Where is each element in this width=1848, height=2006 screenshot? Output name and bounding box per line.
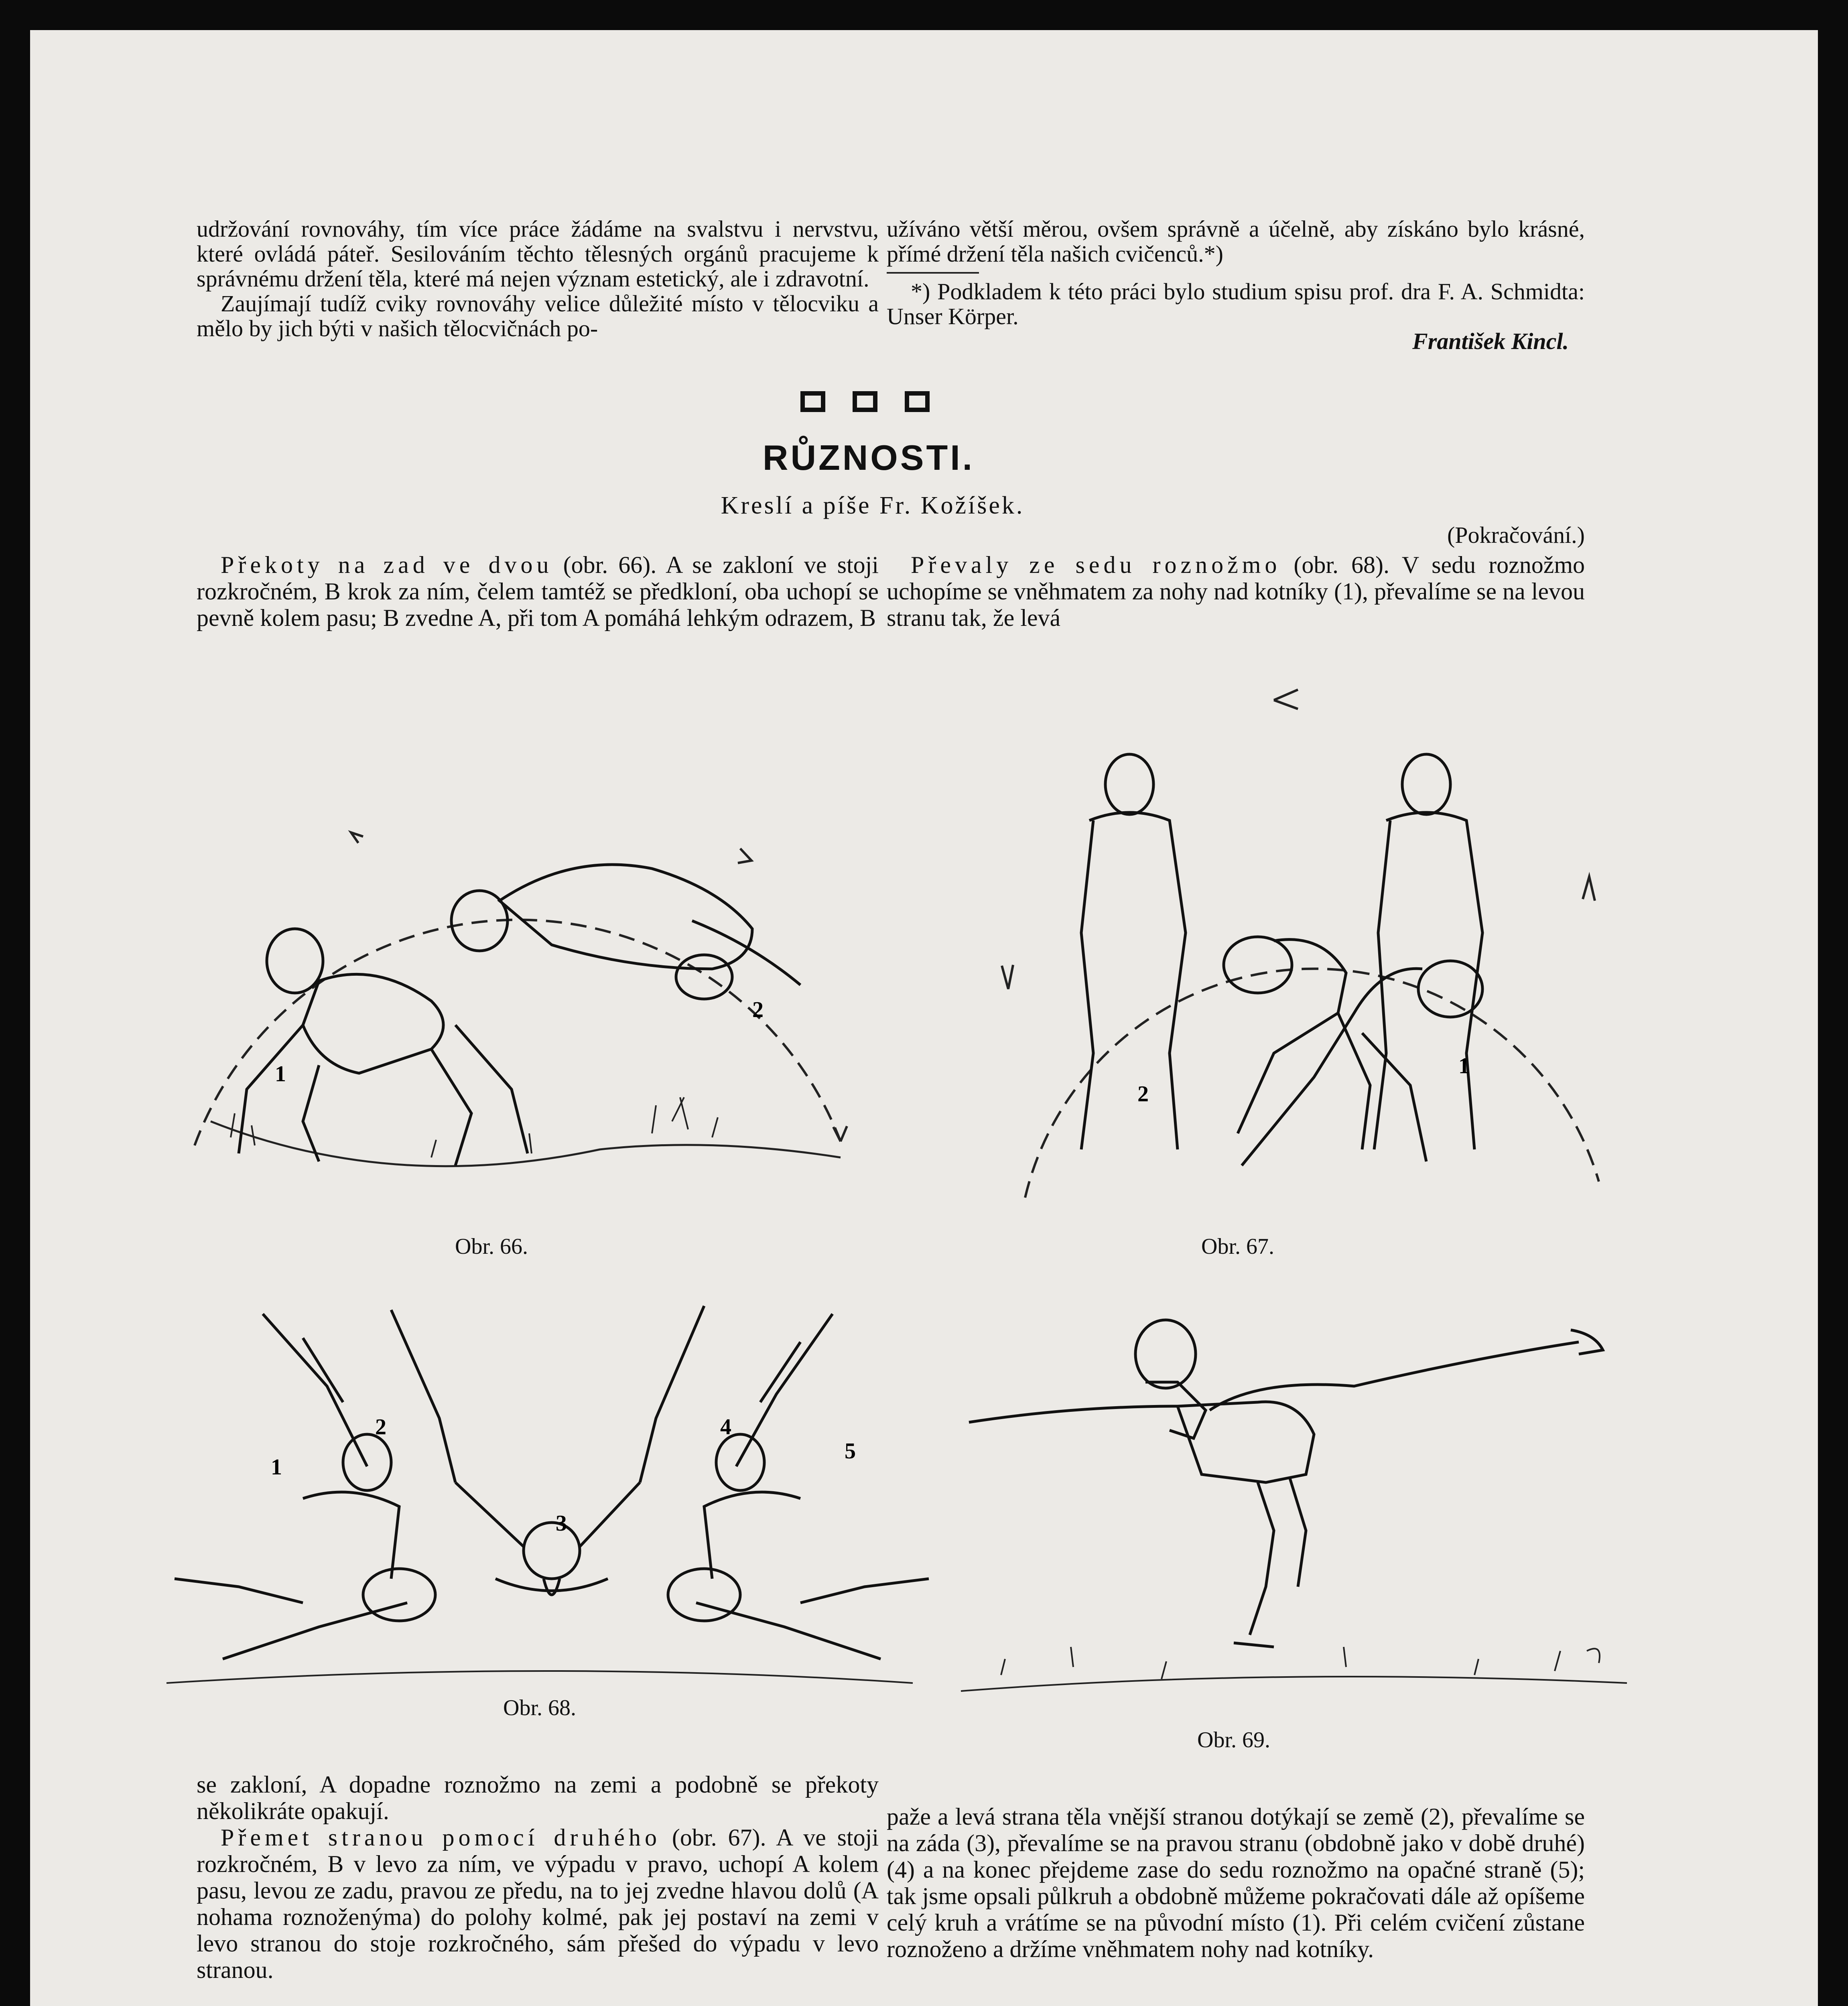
fig68-label-4: 4 xyxy=(720,1415,731,1440)
fig68-label-2: 2 xyxy=(375,1415,386,1440)
figure-68-caption: Obr. 68. xyxy=(503,1695,576,1720)
bottom-left-text: (obr. 67). A ve stoji rozkročném, B v levo za ním, ve výpadu v pravo, uchopí A kolem pasu, levou ze zadu, pravou ze předu, na to jej zvedne hlavou dolů (A nohama roznoženýma) do polohy kolmé, pak jej postaví na zemi v levo stranou do stoje rozkročného, sám přešed do výpadu v levo stranou. xyxy=(197,1824,879,1983)
footnote: *) Podkladem k této práci bylo studium spisu prof. dra F. A. Schmidta: Unser Körper. xyxy=(887,278,1585,329)
figure-67-illustration xyxy=(961,652,1643,1226)
mid-right-lead: Převaly ze sedu roznožmo xyxy=(911,552,1281,578)
fig67-label-2: 2 xyxy=(1137,1082,1149,1107)
section-title: RŮZNOSTI. xyxy=(762,438,975,477)
fig68-label-1: 1 xyxy=(271,1455,282,1480)
top-right-para-1: užíváno větší měrou, ovšem správně a účelně, aby získáno bylo krásné, přímé držení těla našich cvičenců.*) xyxy=(887,216,1585,267)
fig66-label-1: 1 xyxy=(275,1062,286,1086)
figure-69-caption: Obr. 69. xyxy=(1197,1728,1270,1752)
bottom-left-column xyxy=(197,1771,879,1983)
separator-square-2 xyxy=(853,391,877,412)
bottom-left-lead: Přemet stranou pomocí druhého xyxy=(221,1824,661,1851)
top-left-para-1: udržování rovnováhy, tím více práce žádáme na svalstvu i nervstvu, které ovládá páteř. Sesilováním těchto tělesných orgánů pracujeme k správnému držení těla, které má nejen význam estetický, ale i zdravotní. xyxy=(197,216,879,292)
bottom-right-column xyxy=(887,1803,1585,1962)
figure-69-illustration xyxy=(953,1306,1635,1707)
section-subtitle: Kreslí a píše Fr. Kožíšek. xyxy=(721,492,1025,519)
top-right-column xyxy=(887,217,1585,354)
fig67-label-1: 1 xyxy=(1458,1054,1470,1078)
figure-68-illustration xyxy=(150,1298,933,1699)
top-left-para-2: Zaujímají tudíž cviky rovnováhy velice důležité místo v tělocviku a mělo by jich býti v našich tělocvičnách po- xyxy=(197,290,879,341)
bottom-right-para-1: paže a levá strana těla vnější stranou dotýkají se země (2), převalíme se na záda (3), převalíme se na pravou stranu (obdobně jako v době druhé) (4) a na konec přejdeme zase do sedu roznožmo na opačné straně (5); tak jsme opsali půlkruh a obdobně můžeme pokračovati dále až opíšeme celý kruh a vrátíme se na původní místo (1). Při celém cvičení zůstane roznoženo a držíme vněhmatem nohy nad kotníky. xyxy=(887,1803,1585,1962)
mid-left-lead: Překoty na zad ve dvou xyxy=(221,552,553,578)
separator-square-1 xyxy=(800,391,825,412)
bottom-left-para-1: se zakloní, A dopadne roznožmo na zemi a podobně se překoty několikráte opakují. xyxy=(197,1771,879,1824)
fig66-label-2: 2 xyxy=(752,997,764,1022)
figure-66-illustration xyxy=(150,720,913,1222)
separator-square-3 xyxy=(905,391,930,412)
bottom-left-para-2 xyxy=(197,1824,879,1983)
top-left-column xyxy=(197,217,879,341)
page xyxy=(30,30,1818,2006)
mid-left-paragraph xyxy=(197,552,879,631)
mid-right-text: (obr. 68). V sedu roznožmo uchopíme se vněhmatem za nohy nad kotníky (1), převalíme se na levou stranu tak, že levá xyxy=(887,552,1585,631)
continued-note: (Pokračování.) xyxy=(1447,522,1585,548)
figure-66-caption: Obr. 66. xyxy=(455,1234,528,1259)
fig68-label-3: 3 xyxy=(556,1511,567,1536)
mid-left-text: (obr. 66). A se zakloní ve stoji rozkročném, B krok za ním, čelem tamtéž se předkloní, oba uchopí se pevně kolem pasu; B zvedne A, při tom A pomáhá lehkým odrazem, B xyxy=(197,552,879,631)
mid-right-paragraph xyxy=(887,552,1585,631)
author-signature: František Kincl. xyxy=(1412,328,1569,354)
footnote-rule xyxy=(887,272,979,274)
fig68-label-5: 5 xyxy=(845,1439,856,1464)
figure-67-caption: Obr. 67. xyxy=(1201,1234,1274,1259)
